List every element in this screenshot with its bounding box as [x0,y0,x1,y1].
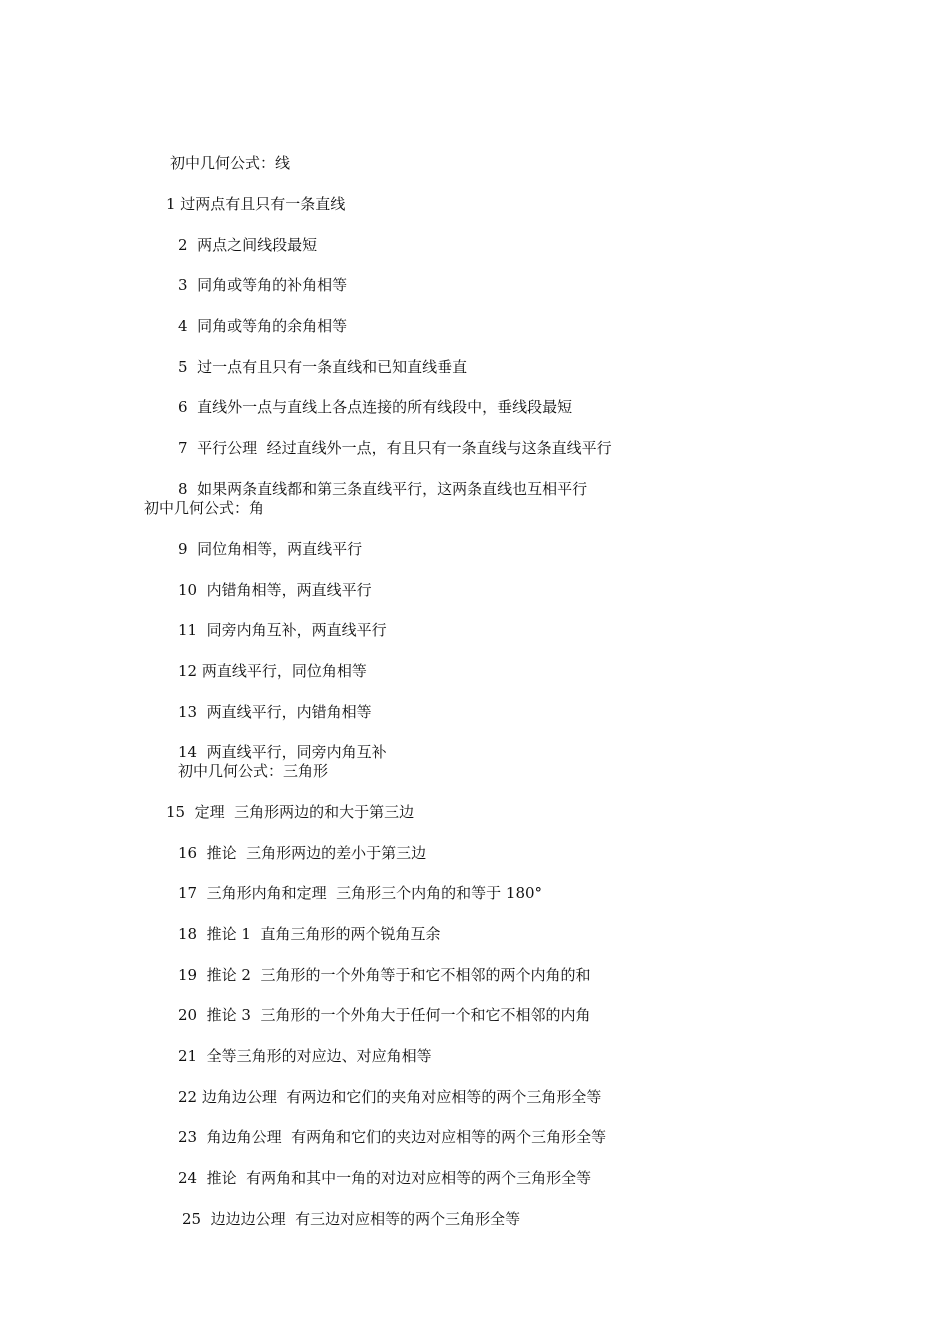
formula-line-12: 12 两直线平行，同位角相等 [178,662,367,680]
formula-line-10: 10 内错角相等，两直线平行 [178,581,372,599]
formula-line-3: 3 同角或等角的补角相等 [178,276,348,294]
formula-line-11: 11 同旁内角互补，两直线平行 [178,621,387,639]
formula-line-7: 7 平行公理 经过直线外一点，有且只有一条直线与这条直线平行 [178,439,612,457]
formula-line-21: 21 全等三角形的对应边、对应角相等 [178,1047,432,1065]
formula-line-1: 1 过两点有且只有一条直线 [166,195,346,213]
formula-line-8: 8 如果两条直线都和第三条直线平行，这两条直线也互相平行 [178,480,588,498]
formula-line-22: 22 边角边公理 有两边和它们的夹角对应相等的两个三角形全等 [178,1088,602,1106]
formula-line-15: 15 定理 三角形两边的和大于第三边 [166,803,415,821]
section-heading-triangles: 初中几何公式：三角形 [178,762,329,780]
formula-line-16: 16 推论 三角形两边的差小于第三边 [178,844,427,862]
formula-line-14: 14 两直线平行，同旁内角互补 [178,743,387,761]
formula-line-4: 4 同角或等角的余角相等 [178,317,348,335]
formula-line-18: 18 推论 1 直角三角形的两个锐角互余 [178,925,441,943]
formula-line-9: 9 同位角相等，两直线平行 [178,540,363,558]
formula-line-19: 19 推论 2 三角形的一个外角等于和它不相邻的两个内角的和 [178,966,591,984]
formula-line-20: 20 推论 3 三角形的一个外角大于任何一个和它不相邻的内角 [178,1006,591,1024]
formula-line-24: 24 推论 有两角和其中一角的对边对应相等的两个三角形全等 [178,1169,592,1187]
formula-line-5: 5 过一点有且只有一条直线和已知直线垂直 [178,358,468,376]
section-heading-angles: 初中几何公式：角 [144,499,265,517]
formula-line-23: 23 角边角公理 有两角和它们的夹边对应相等的两个三角形全等 [178,1128,607,1146]
section-heading-lines: 初中几何公式：线 [170,154,291,172]
formula-line-17: 17 三角形内角和定理 三角形三个内角的和等于 180° [178,884,543,902]
formula-line-6: 6 直线外一点与直线上各点连接的所有线段中，垂线段最短 [178,398,573,416]
formula-line-25: 25 边边边公理 有三边对应相等的两个三角形全等 [182,1210,521,1228]
formula-line-13: 13 两直线平行，内错角相等 [178,703,372,721]
formula-line-2: 2 两点之间线段最短 [178,236,318,254]
